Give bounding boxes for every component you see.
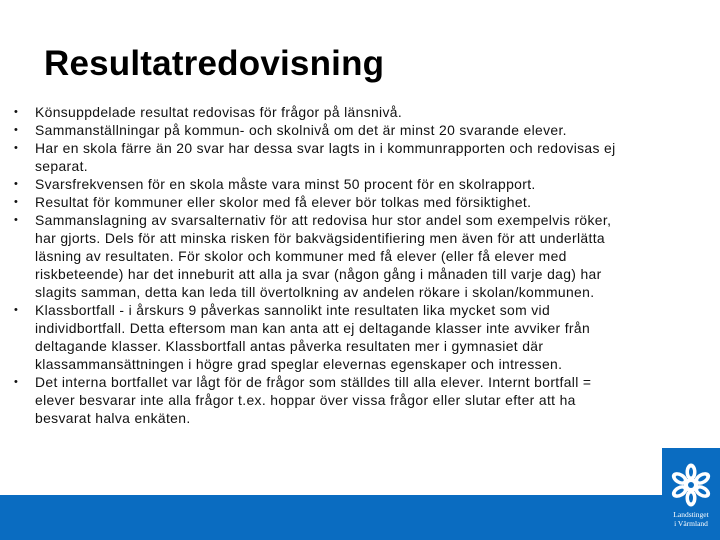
bullet-item: • Svarsfrekvensen för en skola måste vara minst 50 procent för en skolrapport.	[14, 175, 634, 193]
bullet-item: • Sammanslagning av svarsalternativ för att redovisa hur stor andel som exempelvis röker, har gjorts. Dels för att minska risken för bakvägsidentifiering men även för att underlätta läsning av resultaten. För skolor och kommuner med få elever (eller få elever med riskbeteende) har det inneburit att alla ja svar (någon gång i månaden till varje dag) har slagits samman, detta kan leda till övertolkning av andelen rökare i skolan/kommunen.	[14, 211, 634, 301]
bullet-item: • Det interna bortfallet var lågt för de frågor som ställdes till alla elever. Internt bortfall = elever besvarar inte alla frågor t.ex. hoppar över vissa frågor eller slutar efter att ha besvarat halva enkäten.	[14, 373, 634, 427]
slide-title: Resultatredovisning	[44, 44, 385, 83]
bullet-item: • Resultat för kommuner eller skolor med få elever bör tolkas med försiktighet.	[14, 193, 634, 211]
logo-line-1: Landstinget	[673, 510, 709, 519]
footer-bar	[0, 495, 720, 540]
star-flower-icon	[668, 462, 714, 508]
bullet-list	[14, 103, 634, 427]
logo-text	[662, 510, 720, 528]
bullet-item: • Klassbortfall - i årskurs 9 påverkas sannolikt inte resultaten lika mycket som vid individbortfall. Detta eftersom man kan anta att ej deltagande klasser inte avviker från deltagande klasser. Klassbortfall antas påverka resultaten mer i gymnasiet där klassammansättningen i högre grad speglar elevernas egenskaper och intressen.	[14, 301, 634, 373]
bullet-item: • Har en skola färre än 20 svar har dessa svar lagts in i kommunrapporten och redovisas ej separat.	[14, 139, 634, 175]
bullet-item: • Könsuppdelade resultat redovisas för frågor på länsnivå.	[14, 103, 634, 121]
logo	[662, 448, 720, 540]
logo-line-2: i Värmland	[674, 519, 708, 528]
bullet-item: • Sammanställningar på kommun- och skolnivå om det är minst 20 svarande elever.	[14, 121, 634, 139]
